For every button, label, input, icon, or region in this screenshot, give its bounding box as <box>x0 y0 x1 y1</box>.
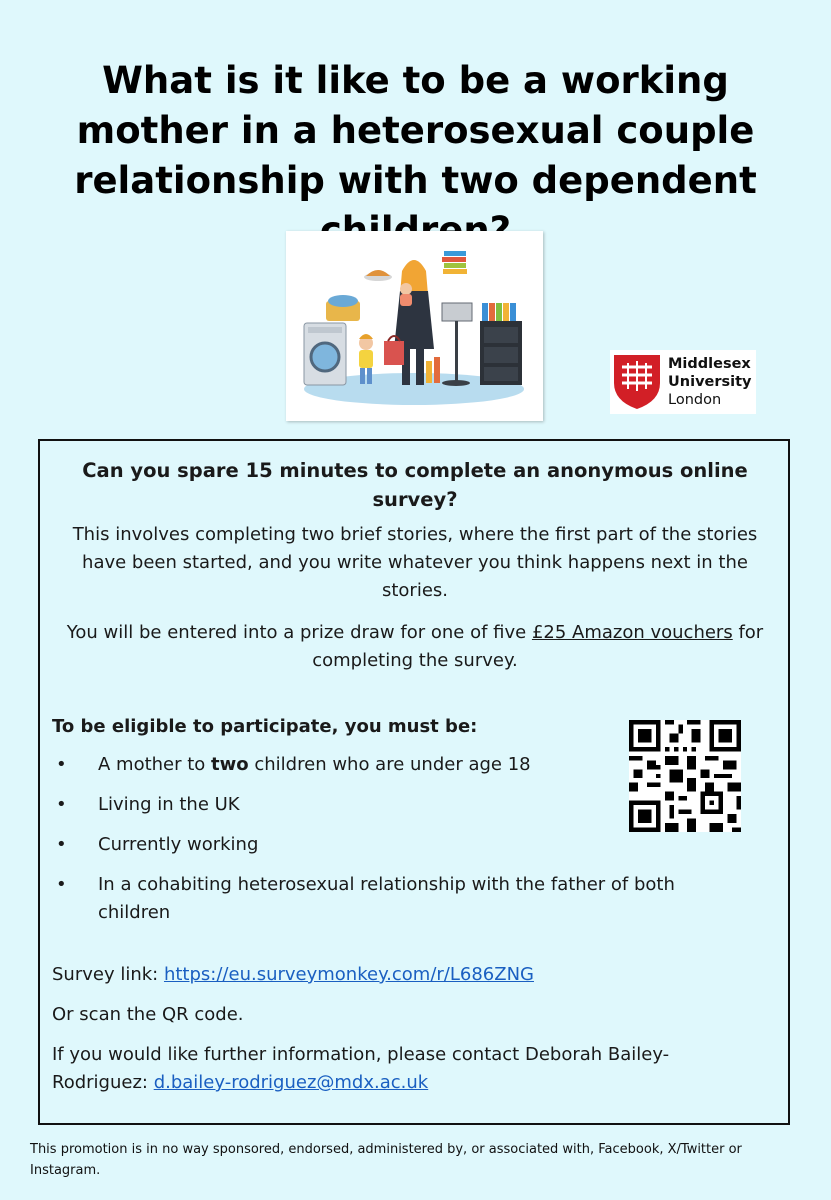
prize-text <box>60 619 770 675</box>
logo-text <box>668 355 752 409</box>
bullet-2: Living in the UK <box>98 794 240 815</box>
survey-link-line <box>52 961 534 989</box>
contact-text <box>52 1041 752 1097</box>
working-mother-illustration <box>286 231 543 421</box>
qr-code[interactable] <box>629 720 741 832</box>
logo-line-3: London <box>668 392 722 408</box>
info-box <box>38 439 790 1125</box>
contact-text-label: If you would like further information, please contact Deborah Bailey-Rodriguez: <box>52 1044 670 1093</box>
qr-code-icon <box>629 720 741 832</box>
list-item: • A mother to two children who are under age 18 <box>56 754 531 775</box>
bullet-1-emphasis: two <box>211 754 249 775</box>
bullet-4: In a cohabiting heterosexual relationship with the father of both children <box>98 874 675 923</box>
bullet-1-before: A mother to <box>98 754 212 775</box>
university-logo <box>610 350 756 414</box>
illustration-graphic <box>286 231 543 421</box>
logo-line-1: Middlesex <box>668 356 751 372</box>
disclaimer-footer: This promotion is in no way sponsored, endorsed, administered by, or associated with, Facebook, X/Twitter or Instagram. <box>30 1142 742 1178</box>
contact-email-link[interactable]: d.bailey-rodriguez@mdx.ac.uk <box>153 1072 429 1093</box>
list-item: • Living in the UK <box>56 794 240 815</box>
scan-qr-text: Or scan the QR code. <box>52 1004 244 1025</box>
list-item: • In a cohabiting heterosexual relationship with the father of both children <box>56 874 675 923</box>
box-heading: Can you spare 15 minutes to complete an anonymous online survey? <box>82 459 748 511</box>
eligibility-title: To be eligible to participate, you must be: <box>52 716 478 737</box>
bullet-1-after: children who are under age 18 <box>248 754 531 775</box>
description-text: This involves completing two brief stories, where the first part of the stories have been started, and you write whatever you think happens next in the stories. <box>72 524 758 601</box>
prize-text-before: You will be entered into a prize draw for one of five <box>66 622 532 643</box>
shield-icon <box>612 353 662 411</box>
prize-text-after: for completing the survey. <box>312 622 764 671</box>
logo-line-2: University <box>668 374 752 390</box>
survey-link-label: Survey link: <box>52 964 164 985</box>
bullet-3: Currently working <box>98 834 259 855</box>
list-item: • Currently working <box>56 834 259 855</box>
page-title: What is it like to be a working mother in a heterosexual couple relationship with two dependent <box>74 59 757 202</box>
prize-link[interactable]: £25 Amazon vouchers <box>531 622 733 643</box>
survey-link[interactable]: https://eu.surveymonkey.com/r/L686ZNG <box>163 964 534 985</box>
